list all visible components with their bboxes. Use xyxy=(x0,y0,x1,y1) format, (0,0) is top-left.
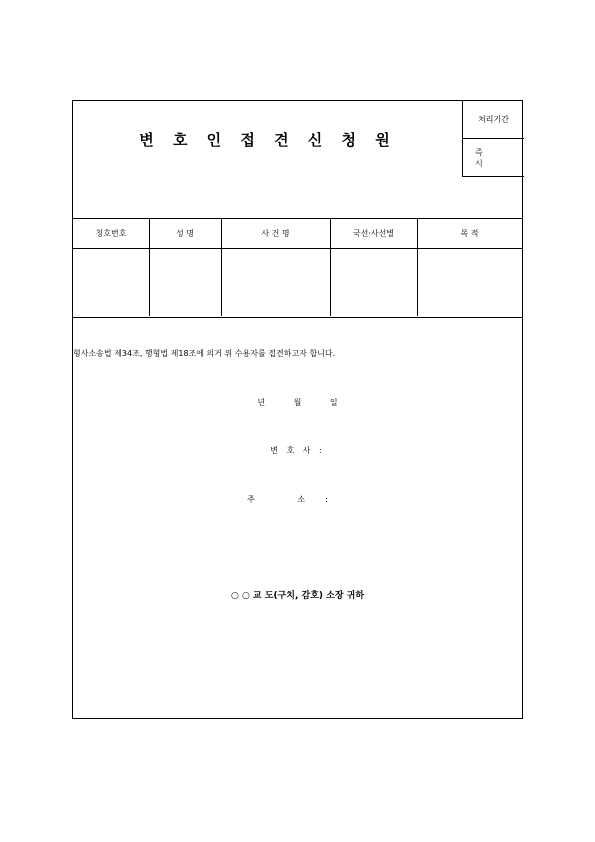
address-line xyxy=(73,494,522,505)
table-header-row xyxy=(73,219,522,249)
address-label: 주 소 xyxy=(247,495,326,504)
header-cell-name: 성 명 xyxy=(176,229,194,238)
header-cell-case-name: 사 건 명 xyxy=(261,229,290,238)
header-cell-counsel-type: 국선·사선별 xyxy=(352,229,395,238)
form-title: 변 호 인 접 견 신 청 원 xyxy=(139,131,397,149)
recipient-line: ○ ○ 교 도(구치, 감호) 소장 귀하 xyxy=(230,591,365,601)
processing-period-box xyxy=(462,101,524,177)
processing-period-value: 즉 시 xyxy=(475,147,495,168)
form-frame xyxy=(72,100,523,719)
date-line: 년 월 일 xyxy=(257,398,338,407)
statement-text: 형사소송법 제34조, 행형법 제18조에 의거 위 수용자를 접견하고자 합니다. xyxy=(73,349,336,358)
header-cell-id-number: 칭호번호 xyxy=(95,229,127,238)
header-cell-purpose: 목 적 xyxy=(460,229,479,238)
info-table xyxy=(73,218,522,318)
lawyer-line: 변 호 사 : xyxy=(270,446,325,455)
processing-period-label: 처리기간 xyxy=(463,101,524,139)
address-colon: : xyxy=(325,495,348,504)
table-data-row xyxy=(73,249,522,316)
